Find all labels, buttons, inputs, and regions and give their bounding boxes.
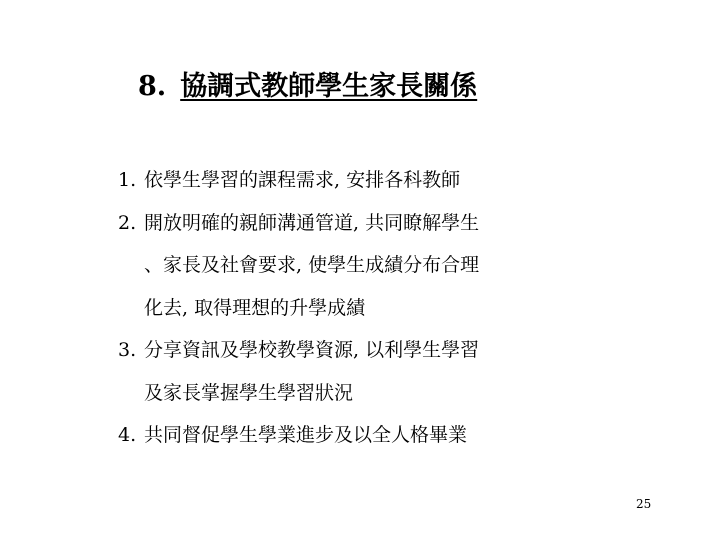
slide-title xyxy=(138,64,477,103)
item-text: 開放明確的親師溝通管道, 共同瞭解學生 xyxy=(144,211,480,234)
item-list xyxy=(118,160,678,458)
item-number: 4. xyxy=(118,424,137,446)
title-text: 協調式教師學生家長關係 xyxy=(180,71,478,102)
item-text: 依學生學習的課程需求, 安排各科教師 xyxy=(144,169,461,191)
item-text: 化去, 取得理想的升學成績 xyxy=(144,296,366,319)
item-text: 分享資訊及學校教學資源, 以利學生學習 xyxy=(144,339,480,361)
list-item xyxy=(118,415,678,458)
item-continuation xyxy=(118,245,678,288)
item-continuation xyxy=(118,373,678,416)
list-item xyxy=(118,330,678,373)
item-text: 、家長及社會要求, 使學生成績分布合理 xyxy=(144,254,480,276)
item-number: 2. xyxy=(118,211,137,234)
title-number: 8. xyxy=(138,71,167,102)
list-item xyxy=(118,203,678,246)
item-text: 共同督促學生學業進步及以全人格畢業 xyxy=(144,424,468,446)
item-number: 3. xyxy=(118,339,137,361)
item-number: 1. xyxy=(118,169,137,191)
page-number: 25 xyxy=(636,497,652,511)
item-continuation xyxy=(118,288,678,331)
item-text: 及家長掌握學生學習狀況 xyxy=(144,381,354,404)
list-item xyxy=(118,160,678,203)
